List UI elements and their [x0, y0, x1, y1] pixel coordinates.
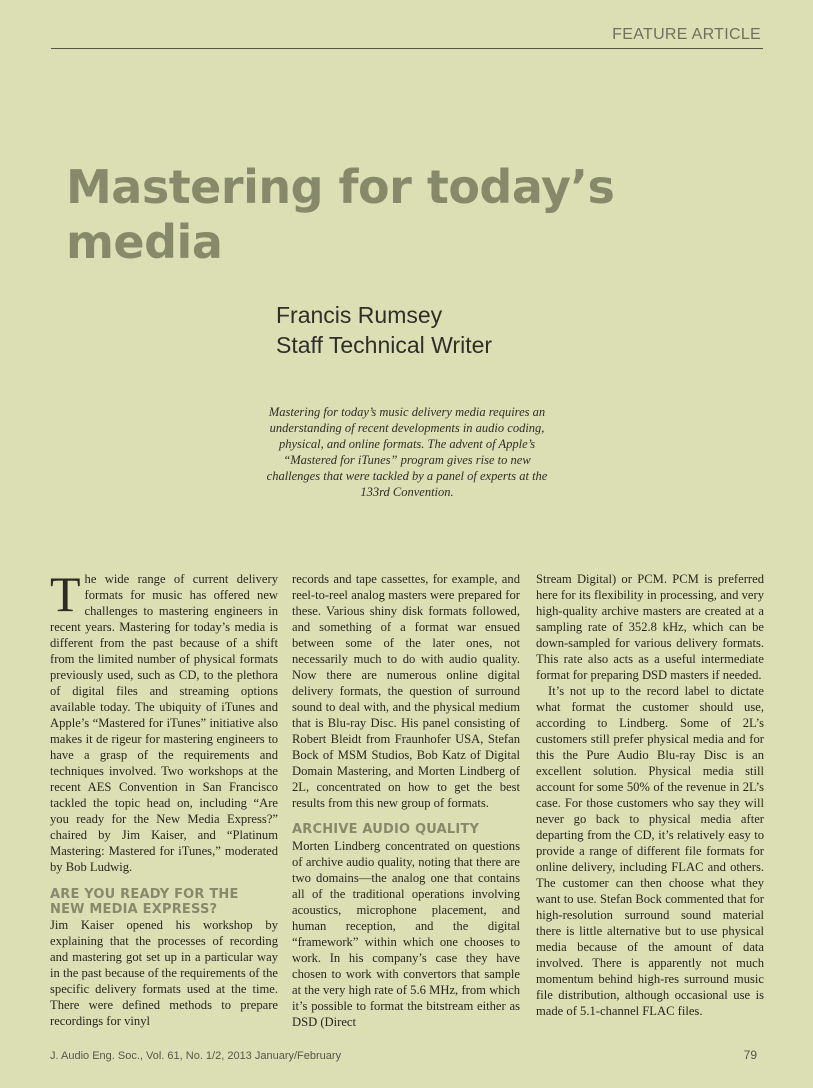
paragraph: Morten Lindberg concentrated on questions of archive audio quality, noting that there are two domains—the analog one that contains all of the traditional operations involving acoustics, microphone placement, and human reception, and the digital “framework” within which one chooses to work. In his company’s case they have chosen to work with convertors that sample at the very high rate of 5.6 MHz, from which it’s possible to format the bitstream either as DSD (Direct — [292, 839, 520, 1029]
drop-cap: T — [50, 566, 81, 622]
author-block — [276, 300, 492, 360]
page-number: 79 — [743, 1048, 757, 1062]
column-1 — [50, 566, 279, 1029]
intro-paragraph — [50, 566, 278, 875]
paragraph: Stream Digital) or PCM. PCM is preferred here for its flexibility in processing, and very high-quality archive masters are created at a sampling rate of 352.8 kHz, which can be down-sampled for various delivery formats. This rate also acts as a useful intermediate format for preparing DSD masters if needed. — [536, 572, 764, 682]
paragraph: records and tape cassettes, for example, and reel-to-reel analog masters were prepared for these. Various shiny disk formats followed, and something of a format war ensued between some of the later ones, not necessarily much to do with audio quality. Now there are numerous online digital delivery formats, the question of surround sound to deal with, and the physical medium that is Blu-ray Disc. His panel consisting of Robert Bleidt from Fraunhofer USA, Stefan Bock of MSM Studios, Bob Katz of Digital Domain Mastering, and Morten Lindberg of 2L, concentrated on how to get the best results from this new group of formats. — [292, 572, 520, 810]
author-name: Francis Rumsey — [276, 302, 443, 328]
subheading-line: NEW MEDIA EXPRESS? — [50, 902, 218, 917]
subheading-new-media-express — [50, 887, 278, 917]
article-title: Mastering for today’s media — [66, 160, 615, 269]
section-label: FEATURE ARTICLE — [612, 26, 761, 43]
paragraph: It’s not up to the record label to dictate what format the customer should use, according to Lindberg. Some of 2L’s customers still prefer physical media and for this the Pure Audio Blu-ray Disc is an excellent solution. Physical media still account for some 50% of the revenue in 2L’s case. For those customers who say they will never go back to physical media after departing from the CD, it’s relatively easy to provide a range of different file formats for online delivery, including FLAC and others. The customer can then choose what they want to use. Stefan Bock commented that for high-resolution surround sound material there is little alternative but to use physical media because of the amount of data involved. There is apparently not much momentum behind high-res surround music file distribution, although occasional use is made of 5.1-channel FLAC files. — [536, 684, 764, 1018]
column-2 — [292, 571, 520, 1030]
intro-text: he wide range of current delivery formats for music has offered new challenges to mastering engineers in recent years. Mastering for today’s media is different from the past because of a shift from the limited number of physical formats previously used, such as CD, to the plethora of digital files and streaming options available today. The ubiquity of iTunes and Apple’s “Mastered for iTunes” initiative also makes it de rigeur for mastering engineers to have a grasp of the requirements and techniques involved. Two workshops at the recent AES Convention in San Francisco tackled the topic head on, including “Are you ready for the New Media Express?” chaired by Jim Kaiser, and “Platinum Mastering: Mastered for iTunes,” moderated by Bob Ludwig. — [50, 572, 278, 874]
paragraph: Jim Kaiser opened his workshop by explaining that the processes of recording and mastering got set up in a particular way in the past because of the requirements of the specific delivery formats used at the time. There were defined methods to prepare recordings for vinyl — [50, 918, 279, 1028]
author-role: Staff Technical Writer — [276, 332, 493, 358]
subheading-archive-audio-quality: ARCHIVE AUDIO QUALITY — [292, 822, 480, 837]
abstract: Mastering for today’s music delivery media requires an understanding of recent developments in audio coding, physical, and online formats. The advent of Apple’s “Mastered for iTunes” program gives rise to new challenges that were tackled by a panel of experts at the 133rd Convention. — [266, 405, 548, 499]
footer-citation: J. Audio Eng. Soc., Vol. 61, No. 1/2, 2013 January/February — [50, 1050, 342, 1062]
column-3 — [536, 571, 764, 1019]
header-divider — [51, 48, 763, 49]
subheading-line: ARE YOU READY FOR THE — [50, 887, 239, 902]
